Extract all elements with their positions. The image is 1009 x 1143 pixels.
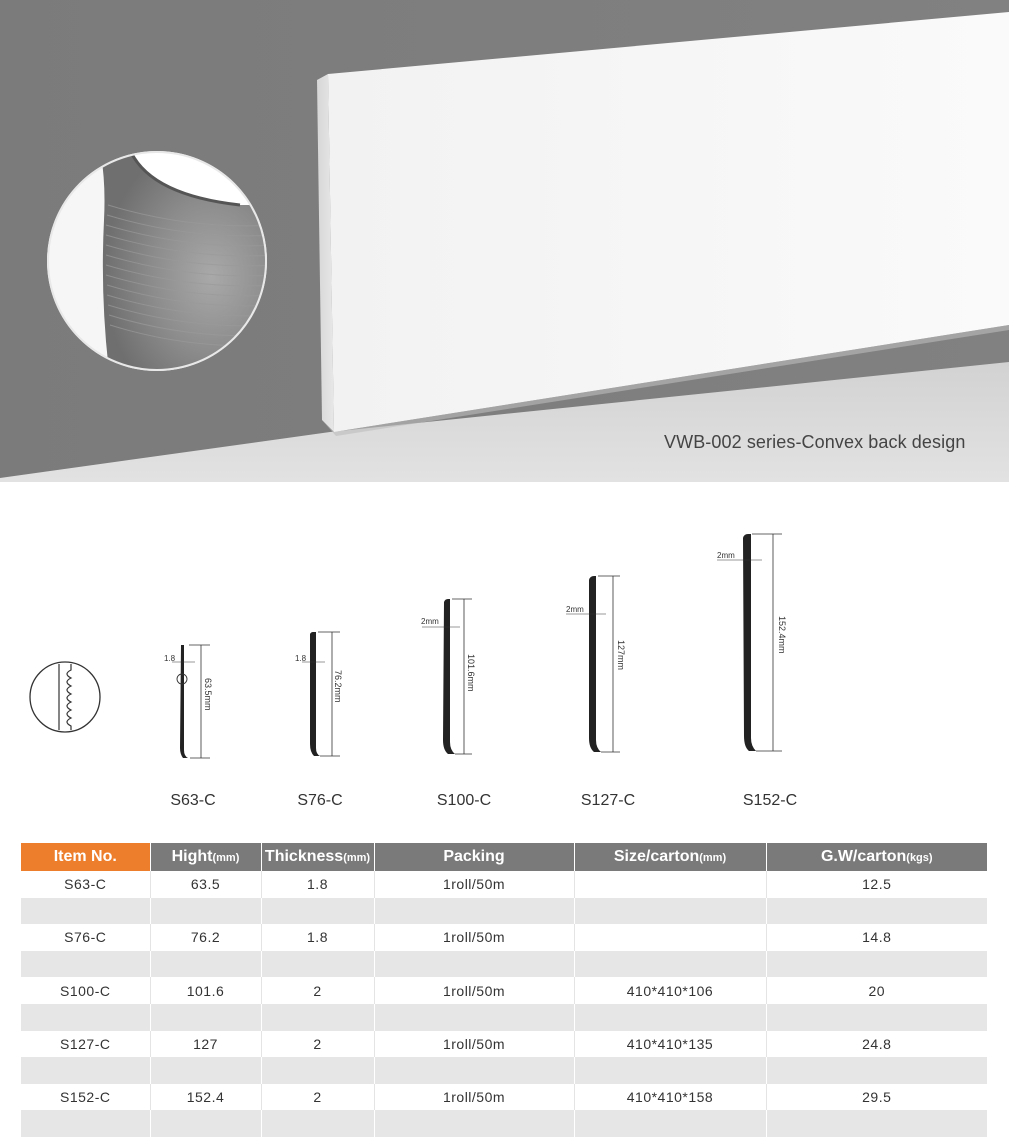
header-size-carton: Size/carton(mm) [574, 843, 766, 871]
s100c-height-label: 101.6mm [466, 654, 476, 692]
cell-hight: 101.6 [150, 977, 261, 1004]
profile-drawings [0, 482, 1009, 840]
table-spacer-row [21, 951, 987, 978]
table-header-row [21, 843, 987, 871]
cell-item-no: S76-C [21, 924, 150, 951]
spec-table [21, 843, 987, 1137]
series-caption: VWB-002 series-Convex back design [664, 432, 966, 452]
header-hight: Hight(mm) [150, 843, 261, 871]
cell-size-carton [574, 924, 766, 951]
cell-thickness: 2 [261, 977, 374, 1004]
profile-diagram [0, 482, 1009, 840]
s63c-thickness-label: 1.8 [164, 654, 176, 663]
header-thickness: Thickness(mm) [261, 843, 374, 871]
hero-banner [0, 0, 1009, 482]
profile-name-s127c: S127-C [580, 792, 636, 809]
table-row [21, 1084, 987, 1111]
cell-item-no: S63-C [21, 871, 150, 898]
cell-thickness: 1.8 [261, 871, 374, 898]
cell-size-carton: 410*410*158 [574, 1084, 766, 1111]
cell-hight: 63.5 [150, 871, 261, 898]
s76c-thickness-label: 1.8 [295, 654, 307, 663]
cell-packing: 1roll/50m [374, 977, 574, 1004]
cell-item-no: S152-C [21, 1084, 150, 1111]
profile-name-s100c: S100-C [436, 792, 492, 809]
profile-s63c [164, 645, 213, 758]
profile-name-s63c: S63-C [170, 792, 216, 809]
rib-detail-circle [30, 662, 100, 732]
header-packing: Packing [374, 843, 574, 871]
cell-hight: 152.4 [150, 1084, 261, 1111]
profile-s152c [717, 534, 787, 751]
s100c-thickness-label: 2mm [421, 617, 439, 626]
s127c-thickness-label: 2mm [566, 605, 584, 614]
header-item-no: Item No. [21, 843, 150, 871]
profile-name-s76c: S76-C [297, 792, 343, 809]
table-spacer-row [21, 1110, 987, 1137]
profile-s76c [295, 632, 343, 756]
cell-thickness: 2 [261, 1084, 374, 1111]
cell-size-carton [574, 871, 766, 898]
cell-packing: 1roll/50m [374, 871, 574, 898]
profile-name-s152c: S152-C [742, 792, 798, 809]
cell-gw-carton: 12.5 [766, 871, 987, 898]
cell-packing: 1roll/50m [374, 924, 574, 951]
table-spacer-row [21, 1004, 987, 1031]
table-row [21, 1031, 987, 1058]
cell-size-carton: 410*410*106 [574, 977, 766, 1004]
hero-illustration [0, 0, 1009, 482]
cell-gw-carton: 14.8 [766, 924, 987, 951]
s152c-height-label: 152.4mm [777, 616, 787, 654]
cell-packing: 1roll/50m [374, 1084, 574, 1111]
cell-size-carton: 410*410*135 [574, 1031, 766, 1058]
s152c-thickness-label: 2mm [717, 551, 735, 560]
table-row [21, 871, 987, 898]
cell-gw-carton: 24.8 [766, 1031, 987, 1058]
s127c-height-label: 127mm [616, 640, 626, 671]
cell-hight: 127 [150, 1031, 261, 1058]
cell-hight: 76.2 [150, 924, 261, 951]
profile-s127c [566, 576, 626, 752]
cell-thickness: 1.8 [261, 924, 374, 951]
cell-packing: 1roll/50m [374, 1031, 574, 1058]
table-spacer-row [21, 898, 987, 925]
cell-item-no: S127-C [21, 1031, 150, 1058]
table-row [21, 924, 987, 951]
header-gw-carton: G.W/carton(kgs) [766, 843, 987, 871]
s76c-height-label: 76.2mm [333, 670, 343, 703]
cell-gw-carton: 20 [766, 977, 987, 1004]
profile-s100c [421, 599, 476, 754]
table-spacer-row [21, 1057, 987, 1084]
table-row [21, 977, 987, 1004]
cell-thickness: 2 [261, 1031, 374, 1058]
cell-gw-carton: 29.5 [766, 1084, 987, 1111]
s63c-height-label: 63.5mm [203, 678, 213, 711]
cell-item-no: S100-C [21, 977, 150, 1004]
